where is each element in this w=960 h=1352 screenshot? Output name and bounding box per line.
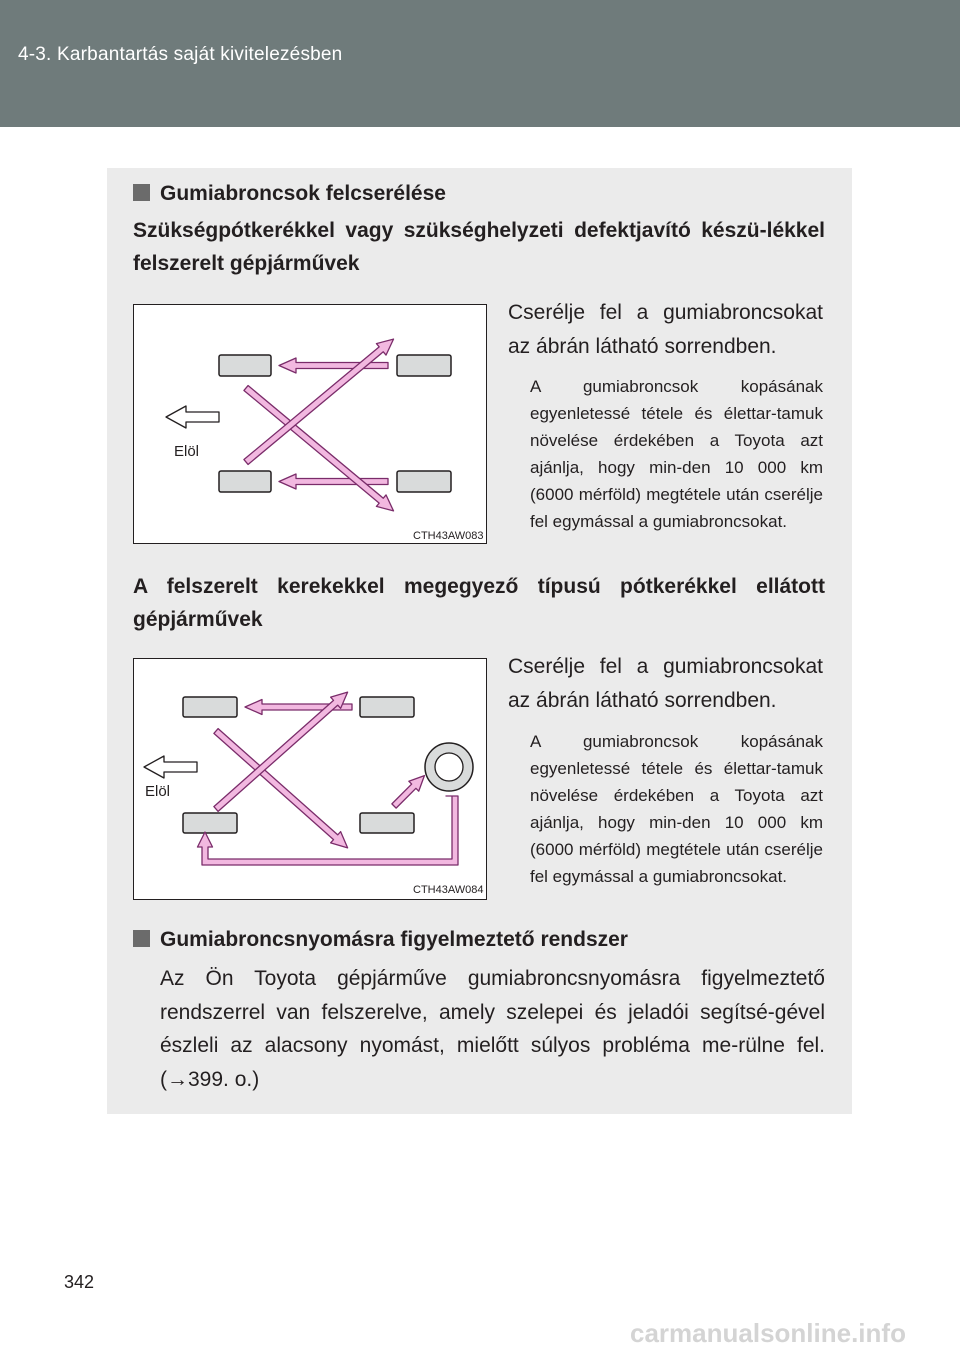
tpms-body: Az Ön Toyota gépjárműve gumiabroncsnyomásra figyelmeztető rendszerrel van felszerelve, amely szelepei és jeladói segítsé-gével észleli az alacsony nyomást, mielőtt súlyos probléma me-rülne fel. (→399. o.)	[160, 967, 825, 1091]
tire-rear-left	[397, 355, 451, 376]
front-label: Elöl	[145, 783, 171, 800]
figure-code: CTH43AW083	[413, 530, 484, 542]
arrow-rear-to-front-bottom	[279, 474, 388, 489]
spare-tire-inner	[435, 753, 463, 781]
page-header	[0, 0, 960, 127]
watermark: carmanualsonline.info	[630, 1318, 906, 1348]
front-direction-arrow-icon	[166, 406, 219, 428]
case2-title: A felszerelt kerekekkel megegyező típusú pótkerékkel ellátott gépjárművek	[133, 575, 825, 631]
tire-rear-right	[397, 471, 451, 492]
case2-instruction: Cserélje fel a gumiabroncsokat az ábrán látható sorrendben.	[508, 655, 823, 712]
case1-instruction: Cserélje fel a gumiabroncsokat az ábrán látható sorrendben.	[508, 301, 823, 358]
square-bullet-icon	[133, 184, 150, 201]
rotation-heading: Gumiabroncsok felcserélése	[133, 182, 446, 206]
figure-code: CTH43AW084	[413, 884, 484, 896]
tire-front-left	[183, 697, 237, 717]
tire-front-left	[219, 355, 271, 376]
front-label: Elöl	[174, 443, 200, 460]
figure-rotation-2	[133, 658, 487, 900]
square-bullet-icon	[133, 930, 150, 947]
case1-note: A gumiabroncsok kopásának egyenletessé tétele és élettar-tamuk növelése érdekében a Toyota azt ajánlja, hogy min-den 10 000 km (6000 mérföld) megtétele után cserélje fel egymással a gumiabroncsokat.	[530, 377, 823, 531]
tire-rear-left	[360, 697, 414, 717]
tire-front-right	[219, 471, 271, 492]
arrow-to-spare	[389, 771, 429, 811]
section-title: 4-3. Karbantartás saját kivitelezésben	[18, 44, 343, 65]
figure-rotation-1	[133, 304, 487, 544]
front-direction-arrow-icon	[144, 756, 197, 778]
case1-title: Szükségpótkerékkel vagy szükséghelyzeti defektjavító készü-lékkel felszerelt gépjárművek	[133, 219, 825, 275]
page-number: 342	[64, 1272, 95, 1292]
tire-rear-right	[360, 813, 414, 833]
case2-note: A gumiabroncsok kopásának egyenletessé tétele és élettar-tamuk növelése érdekében a Toyota azt ajánlja, hogy min-den 10 000 km (6000 mérföld) megtétele után cserélje fel egymással a gumiabroncsokat.	[530, 732, 823, 886]
tire-front-right	[183, 813, 237, 833]
tpms-heading: Gumiabroncsnyomásra figyelmeztető rendszer	[133, 928, 628, 952]
